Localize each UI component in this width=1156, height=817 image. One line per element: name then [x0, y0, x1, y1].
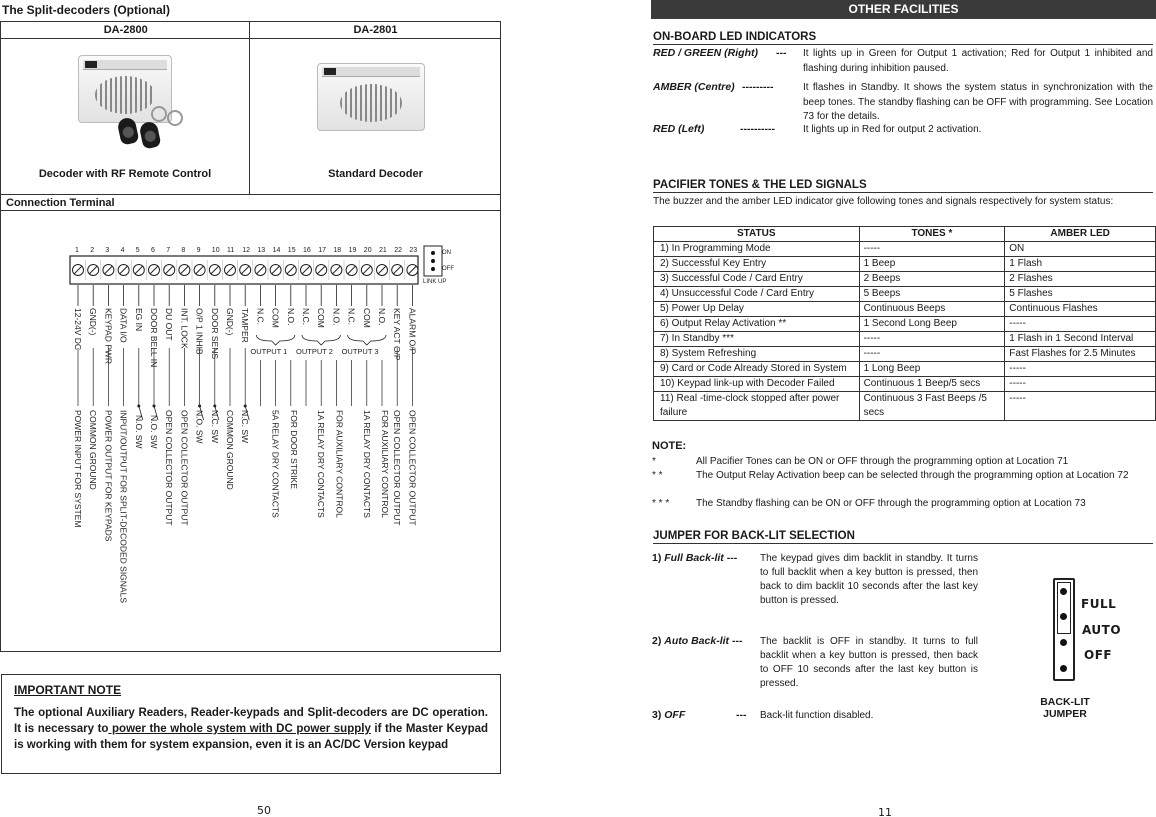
terminal-description: COMMON GROUND [88, 410, 99, 490]
status-cell: 9) Card or Code Already Stored in System [654, 362, 860, 377]
terminal-number: 7 [166, 247, 171, 254]
jumper-option-full: 1) Full Back-lit --- [652, 552, 738, 564]
amber-led-cell: ----- [1005, 317, 1156, 332]
pacifier-tones-title: PACIFIER TONES & THE LED SIGNALS [653, 179, 1153, 193]
terminal-number: 17 [318, 247, 326, 254]
status-cell: 2) Successful Key Entry [654, 257, 860, 272]
terminal-label: DU OUT [164, 308, 175, 341]
status-cell: 5) Power Up Delay [654, 302, 860, 317]
terminal-description: N.O. SW [133, 415, 144, 449]
terminal-description: OPEN COLLECTOR OUTPUT [407, 410, 418, 526]
amber-led-cell: ----- [1005, 377, 1156, 392]
amber-led-cell: ----- [1005, 392, 1156, 421]
notes-section [652, 440, 1153, 509]
terminal-description: 5A RELAY DRY CONTACTS [270, 410, 281, 518]
product-header-da2801: DA-2801 [250, 22, 501, 39]
page-number-right: 11 [878, 806, 892, 817]
table-row [654, 332, 1156, 347]
terminal-description: N.O. SW [149, 415, 159, 449]
link-label-up: UP [438, 279, 447, 285]
amber-led-cell: 1 Flash [1005, 257, 1156, 272]
terminal-label: N.O. [285, 308, 296, 326]
terminal-label: N.C. [301, 308, 311, 325]
terminal-description: FOR AUXILIARY CONTROL [380, 410, 390, 518]
terminal-number: 3 [105, 247, 110, 254]
terminal-number: 16 [303, 247, 311, 254]
terminal-label: DATA I/O [118, 308, 129, 343]
col-header-status: STATUS [654, 227, 860, 242]
table-row [654, 347, 1156, 362]
table-row [654, 272, 1156, 287]
page-title-split-decoders: The Split-decoders (Optional) [2, 3, 171, 17]
tones-cell: ----- [859, 332, 1005, 347]
terminal-description: COMMON GROUND [225, 410, 235, 490]
status-cell: 7) In Standby *** [654, 332, 860, 347]
important-note-text: The optional Auxiliary Readers, Reader-keypads and Split-decoders are DC operation. It is necessary to power the whole system with DC power supply if the Master Keypad is working with them for system expansion, even it is an AC/DC Version keypad [14, 707, 489, 751]
output-label: OUTPUT 3 [341, 347, 379, 356]
terminal-label: O/P 1 INHIB [194, 308, 205, 355]
output-label: OUTPUT 2 [296, 347, 333, 356]
terminal-description: FOR DOOR STRIKE [288, 410, 299, 489]
terminal-label: KEYPAD PWR [103, 308, 114, 365]
terminal-label: N.C. [346, 308, 357, 325]
link-jumper-pin [431, 251, 435, 255]
terminal-label: TAMPER [240, 308, 251, 343]
status-cell: 11) Real -time-clock stopped after power failure [654, 392, 860, 421]
pacifier-intro: The buzzer and the amber LED indicator give following tones and signals respectively for system status: [653, 196, 1114, 207]
terminal-label: GND(-) [225, 308, 235, 336]
amber-led-cell: 2 Flashes [1005, 272, 1156, 287]
terminal-number: 20 [363, 247, 372, 254]
tones-cell: 1 Beep [859, 257, 1005, 272]
terminal-number: 18 [333, 247, 342, 254]
led-label-red-left: RED (Left) [653, 123, 705, 135]
led-desc-red-left: It lights up in Red for output 2 activation. [803, 124, 982, 135]
terminal-number: 12 [242, 247, 250, 254]
terminal-label: KEY ACT O/P [392, 308, 403, 361]
page-number-left: 50 [257, 804, 271, 817]
led-label-red-green: RED / GREEN (Right) [653, 47, 758, 59]
terminal-label: 12-24V DC [73, 308, 83, 351]
status-cell: 6) Output Relay Activation ** [654, 317, 860, 332]
terminal-number: 21 [379, 247, 387, 254]
link-jumper-pin [431, 259, 435, 263]
terminal-description: 1A RELAY DRY CONTACTS [316, 410, 327, 518]
terminal-number: 15 [287, 247, 296, 254]
terminal-description: 1A RELAY DRY CONTACTS [361, 410, 372, 518]
terminal-number: 23 [409, 247, 418, 254]
tones-cell: Continuous 1 Beep/5 secs [859, 377, 1005, 392]
note-text-3: The Standby flashing can be ON or OFF through the programming option at Location 73 [696, 498, 1086, 509]
tones-cell: 2 Beeps [859, 272, 1005, 287]
notes-label: NOTE: [652, 440, 687, 452]
link-label: LINK [423, 279, 437, 285]
table-row [654, 377, 1156, 392]
amber-led-cell: Continuous Flashes [1005, 302, 1156, 317]
terminal-number: 10 [211, 247, 220, 254]
terminal-number: 8 [181, 247, 186, 254]
link-jumper-pin [431, 267, 435, 271]
caption-standard-decoder: Standard Decoder [328, 168, 423, 180]
jumper-dash-off: --- [736, 709, 747, 721]
note-text-1: All Pacifier Tones can be ON or OFF through the programming option at Location 71 [696, 456, 1069, 467]
note-mark: * * * [652, 498, 670, 509]
led-dash: ---------- [740, 123, 775, 135]
jumper-desc-auto: The backlit is OFF in standby. It turns to full backlit when a key button is pressed, then back to OFF 10 seconds after the last key button is pressed. [760, 636, 978, 689]
terminal-number: 1 [75, 247, 79, 254]
caption-decoder-rf: Decoder with RF Remote Control [38, 168, 212, 180]
terminal-label: N.C. [255, 308, 266, 325]
jumper-option-auto: 2) Auto Back-lit --- [652, 635, 743, 647]
tones-cell: Continuous 3 Fast Beeps /5 secs [859, 392, 1005, 421]
led-desc-red-green: It lights up in Green for Output 1 activation; Red for Output 1 inhibited and flashing during inhibition paused. [803, 48, 1153, 74]
terminal-description: POWER INPUT FOR SYSTEM [73, 410, 83, 528]
terminal-label: INT. LOCK [179, 308, 190, 349]
tones-cell: 5 Beeps [859, 287, 1005, 302]
important-note-title: IMPORTANT NOTE [14, 683, 122, 697]
terminal-description: OPEN COLLECTOR OUTPUT [392, 410, 403, 526]
col-header-tones: TONES * [859, 227, 1005, 242]
terminal-number: 9 [196, 247, 201, 254]
important-note-box [1, 674, 501, 774]
status-cell: 8) System Refreshing [654, 347, 860, 362]
products-table [0, 21, 501, 195]
pacifier-tones-table [653, 226, 1156, 421]
status-cell: 3) Successful Code / Card Entry [654, 272, 860, 287]
backlit-jumper-diagram [1053, 578, 1075, 681]
amber-led-cell: Fast Flashes for 2.5 Minutes [1005, 347, 1156, 362]
led-desc-amber: It flashes in Standby. It shows the system status in synchronization with the beep tones. The standby flashing can be OFF with programming. See Location 73 for the details. [803, 82, 1153, 122]
amber-led-cell: ----- [1005, 362, 1156, 377]
jumper-desc-full: The keypad gives dim backlit in standby. It turns to full backlit when a key button is pressed, then back to dim backlit 10 seconds after the last key button is pressed. [760, 553, 978, 606]
terminal-number: 13 [257, 247, 266, 254]
terminal-wiring-diagram [0, 210, 501, 650]
terminal-label: COM [270, 308, 281, 328]
output-label: OUTPUT 1 [250, 347, 288, 356]
table-row [654, 317, 1156, 332]
status-cell: 1) In Programming Mode [654, 242, 860, 257]
output-brace [348, 335, 386, 345]
terminal-description: FOR AUXILIARY CONTROL [334, 410, 345, 518]
terminal-number: 14 [272, 247, 281, 254]
status-cell: 10) Keypad link-up with Decoder Failed [654, 377, 860, 392]
tones-cell: 1 Long Beep [859, 362, 1005, 377]
jumper-label-full: FULL [1081, 597, 1117, 611]
product-header-da2800: DA-2800 [1, 22, 251, 39]
terminal-description: OPEN COLLECTOR OUTPUT [179, 410, 190, 526]
terminal-label: N.O. [377, 308, 387, 326]
terminal-label: EG IN [133, 308, 144, 332]
terminal-number: 4 [120, 247, 125, 254]
terminal-description: N.C. SW [240, 410, 251, 444]
led-indicators-title: ON-BOARD LED INDICATORS [653, 31, 1153, 45]
note-mark: * [652, 456, 656, 467]
terminal-description: N.O. SW [194, 410, 205, 444]
jumper-label-auto: AUTO [1082, 623, 1122, 637]
table-row [654, 257, 1156, 272]
output-brace [302, 335, 340, 345]
jumper-caption: BACK-LIT JUMPER [1040, 696, 1090, 720]
tones-cell: ----- [859, 347, 1005, 362]
terminal-description: N.C. SW [209, 410, 220, 444]
terminal-number: 11 [227, 247, 235, 254]
terminal-description: INPUT/OUTPUT FOR SPLIT-DECODED SIGNALS [118, 410, 129, 604]
table-row [654, 287, 1156, 302]
terminal-number: 22 [394, 247, 402, 254]
terminal-label: ALARM O/P [407, 308, 418, 355]
terminal-number: 2 [90, 247, 95, 254]
jumper-section-title: JUMPER FOR BACK-LIT SELECTION [653, 530, 1153, 544]
led-dash: --------- [742, 81, 774, 93]
terminal-description: POWER OUTPUT FOR KEYPADS [103, 410, 114, 542]
status-cell: 4) Unsuccessful Code / Card Entry [654, 287, 860, 302]
other-facilities-bar: OTHER FACILITIES [651, 0, 1156, 19]
table-row [654, 302, 1156, 317]
note-text-2: The Output Relay Activation beep can be selected through the programming option at Location 72 [696, 470, 1129, 481]
amber-led-cell: ON [1005, 242, 1156, 257]
terminal-label: COM [361, 308, 372, 328]
terminal-number: 19 [348, 247, 357, 254]
terminal-label: N.O. [331, 308, 342, 326]
col-header-amber-led: AMBER LED [1005, 227, 1156, 242]
led-dash: --- [776, 47, 787, 59]
note-mark: * * [652, 470, 663, 481]
link-label-off: OFF [442, 266, 454, 272]
jumper-label-off: OFF [1084, 648, 1113, 662]
amber-led-cell: 5 Flashes [1005, 287, 1156, 302]
link-label-on: ON [442, 250, 451, 256]
output-brace [256, 335, 294, 345]
jumper-option-off: 3) OFF [652, 709, 686, 721]
table-row [654, 362, 1156, 377]
terminal-description: OPEN COLLECTOR OUTPUT [164, 410, 175, 526]
terminal-number: 6 [151, 247, 155, 254]
terminal-label: DOOR BELL IN [149, 308, 159, 368]
terminal-number: 5 [135, 247, 140, 254]
table-row [654, 242, 1156, 257]
tones-cell: 1 Second Long Beep [859, 317, 1005, 332]
terminal-label: COM [316, 308, 327, 328]
terminal-label: GND(-) [88, 308, 99, 336]
amber-led-cell: 1 Flash in 1 Second Interval [1005, 332, 1156, 347]
led-label-amber: AMBER (Centre) [653, 81, 735, 93]
connection-terminal-header: Connection Terminal [6, 197, 115, 209]
tones-cell: ----- [859, 242, 1005, 257]
table-row [654, 392, 1156, 421]
tones-cell: Continuous Beeps [859, 302, 1005, 317]
jumper-desc-off: Back-lit function disabled. [760, 710, 874, 721]
terminal-label: DOOR SENS [209, 308, 220, 360]
